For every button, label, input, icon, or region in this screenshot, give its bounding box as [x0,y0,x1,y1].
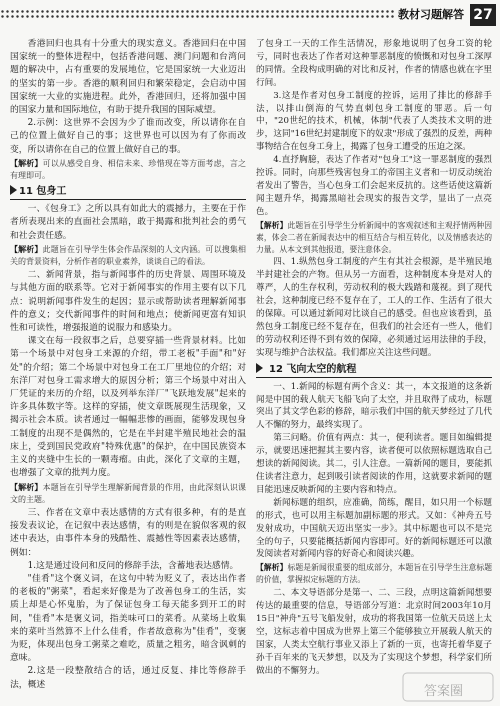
header-label: 教材习题解答 [398,8,464,21]
analysis-note [10,482,246,506]
paragraph: 二、新闻背景，指与新闻事件的历史背景、周围环境及与其他方面的联系等。它对于新闻事实的作用主要有以下几点：说明新闻事件发生的起因；显示或帮助读者理解新闻事件的意义；交代新闻事件的时间和地点；使新闻更富有知识性和可读性，增强报道的说服力和感染力。 [10,270,246,334]
section-arrow-icon [256,363,263,373]
analysis-note [10,158,246,182]
paragraph: 三、作者在文章中表达感情的方式有很多种，有的是直接发表议论，在记叙中表达感情，有的则是在貌似客观的叙述中表达，由事件本身的残酷性、震撼性等因素表达感情，例如： [10,507,246,558]
paragraph: 四、1.纵然包身工制度的产生有其社会根源，是半殖民地半封建社会的产物。但从另一方面看，这种制度本身是对人的尊严，人的生存权利，劳动权利的极大践踏和蔑视。到了现代社会，这种制度已经不复存在了，工人的工作、生活有了很大的保障。可以通过新闻对比谈自己的感受。但也应该看到，虽然包身工制度已经不复存在，但我们的社会还有一些人，他们的劳动权利还得不到有效的保障，必须通过运用法律的手段，实现与维护合法权益。我们都应关注这些问题。 [256,257,492,358]
paragraph: 2.示例：这世界不会因为少了谁而改变，所以请你在自己的位置上做好自己的事；这世界也可以因为有了你而改变，所以请你在自己的位置上做好自己的事。 [10,118,246,155]
paragraph: 3.这是作者对包身工制度的控诉，运用了排比的修辞手法，以排山倒海的气势直刺包身工制度的罪恶。后一句中，"20世纪的技术，机械，体制"代表了人类技术文明的进步，这同"16世纪封建制度下的奴隶"形成了强烈的反差，两种事物结合在包身工身上，揭露了包身工遭受的压迫之深。 [256,90,492,153]
section-heading [10,185,246,200]
paragraph: 一、1.新闻的标题有两个含义：其一，本文报道的这条新闻是中国的载人航天飞船飞向了太空，并且取得了成功，标题突出了其文学色彩的修辞，暗示我们中国的航天梦经过了几代人不懈的努力，最终实现了。 [256,381,492,431]
paragraph: 新闻标题的组织，应准确，简练，醒目，如只用一个标题的形式，也可以用主标题加副标题的形式。又如：《神舟五号发射成功，中国航天迈出坚实一步》。其中标题也可以不是完全的句子，只要能概括新闻内容即可。好的新闻标题还可以激发阅读者对新闻内容的好奇心和阅读兴趣。 [256,497,492,560]
analysis-label: 【解析】 [256,563,288,573]
analysis-text: 此题旨在引导学生分析新闻中的客观叙述和主观抒情两种因素，体会二者在新闻表达中的相互结合与相互转化，以及情感表达的力量。从本文到其他报道，要注意体会。 [256,220,493,254]
analysis-label: 【解析】 [256,220,288,230]
analysis-note [10,244,246,268]
page-number: 27 [470,4,496,26]
page-header [0,0,500,30]
paragraph: "佳肴"这个褒义词，在这句中转为贬义了，表达出作者的老板的"粥菜"，看起来好像是为了改善包身工的生活，实质上却是心怀鬼胎，为了保证包身工每天能多到开工的时间，"佳肴"本是褒义词，指美味可口的菜肴。从菜场上收集来的菜叶当然算不上什么佳肴，作者故意称为"佳肴"，变褒为贬，体现出包身工粥菜之难吃，质量之粗劣，暗含讽刺的意味。 [10,573,246,664]
analysis-label: 【解析】 [10,158,43,168]
section-number: 11 [19,186,33,198]
section-arrow-icon [10,185,17,195]
analysis-text: 标题是新闻很重要的组成部分，本题旨在引导学生注意标题的价值，掌握拟定标题的方法。 [256,563,493,585]
analysis-text: 此题旨在引导学生体会作品深刻的人文内涵。可以搜集相关的背景资料，分析作者的职业素养，谈谈自己的看法。 [10,244,247,267]
paragraph: 香港回归也具有十分重大的现实意义。香港回归在中国国家统一的整体进程中，包括香港问题、澳门问题和台湾问题的解决中，占有重要的发展地位，它是国家统一大业迈出的坚实的第一步。香港的顺利回归和繁荣稳定，会启动中国国家统一大业的实施进程。此外，香港回归，还将加强中国的国家力量和国际地位，有助于提升我国的国际威望。 [10,39,246,116]
section-heading [256,363,492,378]
paragraph: 课文在每一段叙事之后，总要穿插一些背景材料。比如第一个场景中对包身工来源的介绍，带工老板"手面"和"好处"的介绍；第二个场景中对包身工在工厂里地位的介绍；对东洋厂对包身工需求增大的原因分析；第三个场景中对出入厂凭证的来历的介绍，以及列举东洋厂"飞跃地发展"起来的许多具体数字等。这样的穿插，使文章既展现生活现象，又揭示社会本质。读者通过一幅幅悲惨的画面，能够发现包身工制度的出现不是偶然的，它是在半封建半殖民地社会的温床上，受到国民党政府"特殊优惠"的保护，在中国民族资本主义的夹缝中生长的一颗毒瘤。由此，深化了文章的主题，也增强了文章的批判力度。 [10,336,246,479]
paragraph: 第三问略。价值有两点：其一，便利读者。题目如编辑提示，就要迅速把握其主要内容，读者便可以依照标题选取自己想读的新闻阅读。其二，引人注意。一篇新闻的题目，要能抓住读者注意力，起到吸引读者阅读的作用，这就要求新闻的题目能迅速反映新闻的主要内容和特点。 [256,433,492,495]
header-dot-pattern [0,9,395,19]
section-number: 12 [269,363,283,375]
analysis-label: 【解析】 [10,244,43,254]
paragraph: 2.这是一段整散结合的话，通过反复、排比等修辞手法，概述 [10,666,246,690]
paragraph: 二、本文导语部分是第一、二、三段，点明这篇新闻想要传达的最重要的信息，导语部分写道：北京时间2003年10月15日"神舟"五号飞船发射，成功的将我国第一位航天员送上太空，这标志着中国成为世界上第三个能够独立开展载人航天的国家，人类太空航行事业又添上了新的一页，也寄托着华夏子孙千百年来的飞天梦想，以及为了实现这个梦想，科学家们所做出的不懈努力。 [256,588,492,676]
watermark-text: 答案圈 [424,684,464,699]
analysis-label: 【解析】 [10,482,43,492]
paragraph: 一、《包身工》之所以具有如此大的震撼力，主要在于作者所表现出来的直面社会黑暗，敢于揭露和批判社会的勇气和社会责任感。 [10,204,246,241]
analysis-text: 可以从感受自身、相信未来、珍惜现在等方面考虑，言之有理即可。 [10,158,247,181]
paragraph: 4.直抒胸臆，表达了作者对"包身工"这一罪恶制度的强烈控诉。同时，向那些残害包身工的帝国主义者和一切反动统治者发出了警告，当心包身工们会起来反抗的。这些话使这篇新闻主题升华，揭露黑暗社会现实的报告文学，显出了一点亮色。 [256,155,492,217]
analysis-note [256,220,492,256]
paragraph: 了包身工一天的工作生活情况，形象地说明了包身工资的轮亏，同时也表达了作者对这种罪恶制度的愤慨和对包身工深厚的同情。全段构成明确的对比和反衬，作者的情感也就在字里行间。 [256,39,492,88]
analysis-note [256,562,492,586]
section-title: 飞向太空的航程 [286,363,357,375]
left-column [10,38,246,692]
analysis-text: 本题旨在引导学生理解新闻背景的作用，由此深刻认识课文的主题。 [10,482,247,504]
paragraph: 1.这是通过设问和反问的修辞手法，含蓄地表达感情。 [27,560,239,571]
watermark-logo [402,672,494,702]
section-title: 包身工 [36,186,67,198]
right-column [256,38,492,678]
